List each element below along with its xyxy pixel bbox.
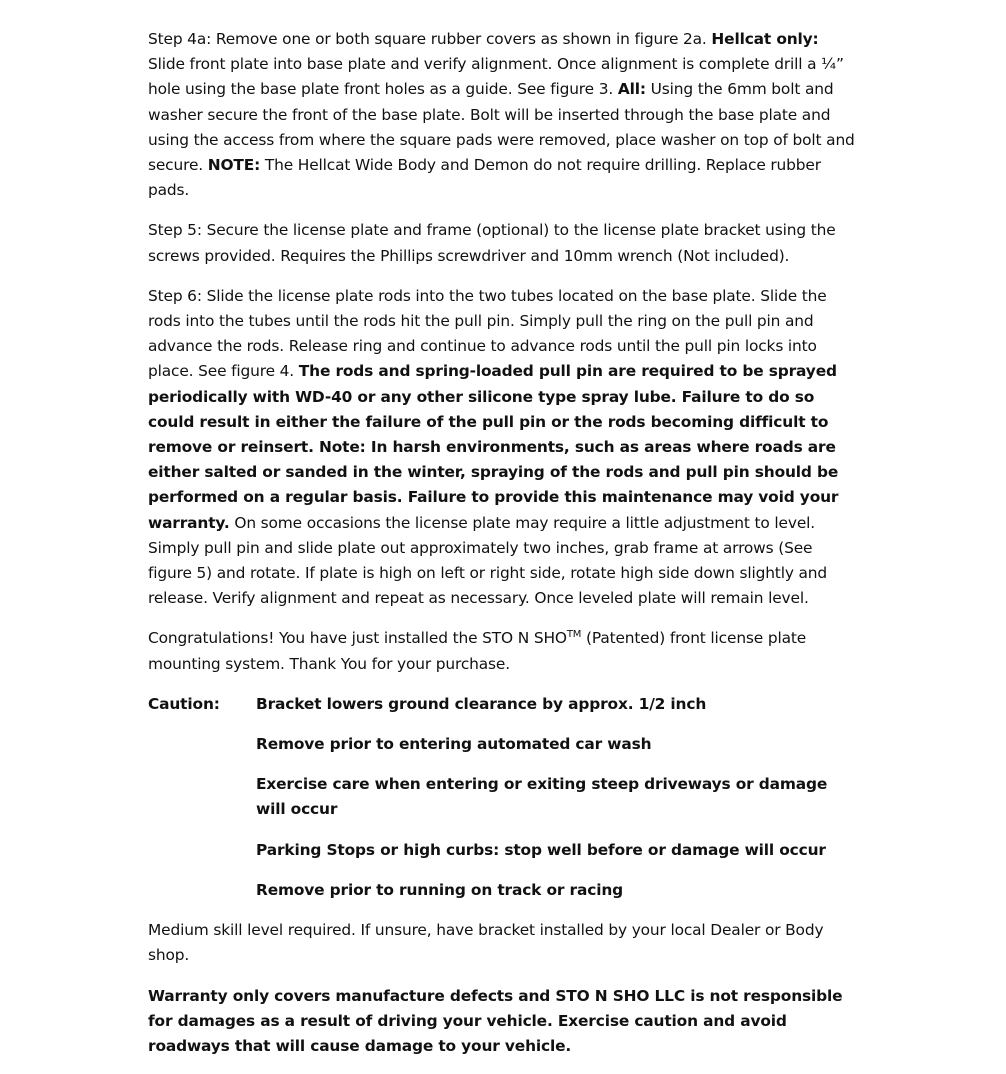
congratulations-paragraph: Congratulations! You have just installed the STO N SHO™ (Patented) front license plate mounting system. Thank You for your purchase. <box>148 629 807 673</box>
caution-item: Remove prior to running on track or racing <box>256 880 623 899</box>
caution-item: Bracket lowers ground clearance by approx. 1/2 inch <box>256 694 707 713</box>
caution-row <box>148 838 860 863</box>
caution-list <box>148 692 860 903</box>
caution-label: Caution: <box>148 694 220 713</box>
caution-item: Remove prior to entering automated car wash <box>256 735 652 754</box>
skill-level-paragraph: Medium skill level required. If unsure, have bracket installed by your local Dealer or Body shop. <box>148 921 824 965</box>
note-label: NOTE: <box>207 156 261 175</box>
caution-item: Exercise care when entering or exiting steep driveways or damage will occur <box>256 775 828 819</box>
trademark-mark: TM <box>566 629 582 641</box>
step-6-paragraph: Step 6: Slide the license plate rods into the two tubes located on the base plate. Slide the rods into the tubes until the rods hit the pull pin. Simply pull the ring on the pull pin and advance the rods. Release ring and continue to advance rods until the pull pin locks into place. See figure 4. The rods and spring-loaded pull pin are required to be sprayed periodically with WD-40 or any other silicone type spray lube. Failure to do so could result in either the failure of the pull pin or the rods becoming difficult to remove or reinsert. Note: In harsh environments, such as areas where roads are either salted or sanded in the winter, spraying of the rods and pull pin should be performed on a regular basis. Failure to provide this maintenance may void your warranty. On some occasions the license plate may require a little adjustment to level. Simply pull pin and slide plate out approximately two inches, grab frame at arrows (See figure 5) and rotate. If plate is high on left or right side, rotate high side down slightly and release. Verify alignment and repeat as necessary. Once leveled plate will remain level. <box>148 286 839 608</box>
caution-row <box>148 772 860 822</box>
caution-row <box>148 692 860 717</box>
all-label: All: <box>617 80 646 99</box>
warranty-paragraph: Warranty only covers manufacture defects and STO N SHO LLC is not responsible for damages as a result of driving your vehicle. Exercise caution and avoid roadways that will cause damage to your vehicle. <box>148 986 843 1055</box>
caution-row <box>148 732 860 757</box>
caution-item: Parking Stops or high curbs: stop well before or damage will occur <box>256 840 826 859</box>
step-5-paragraph: Step 5: Secure the license plate and frame (optional) to the license plate bracket using the screws provided. Requires the Phillips screwdriver and 10mm wrench (Not included). <box>148 221 836 265</box>
hellcat-only-label: Hellcat only: <box>711 30 819 48</box>
document-body <box>148 27 860 1074</box>
step-4a-paragraph: Step 4a: Remove one or both square rubber covers as shown in figure 2a. Hellcat only: Slide front plate into base plate and verify alignment. Once alignment is complete drill a ¼” hole using the base plate front holes as a guide. See figure 3. All: Using the 6mm bolt and washer secure the front of the base plate. Bolt will be inserted through the base plate and using the access from where the square pads were removed, place washer on top of bolt and secure. NOTE: The Hellcat Wide Body and Demon do not require drilling. Replace rubber pads. <box>148 30 855 200</box>
maintenance-warning: The rods and spring-loaded pull pin are required to be sprayed periodically with WD-40 or any other silicone type spray lube. Failure to do so could result in either the failure of the pull pin or the rods becoming difficult to remove or reinsert. Note: In harsh environments, such as areas where roads are either salted or sanded in the winter, spraying of the rods and pull pin should be performed on a regular basis. Failure to provide this maintenance may void your warranty. <box>148 362 839 532</box>
caution-row <box>148 878 860 903</box>
